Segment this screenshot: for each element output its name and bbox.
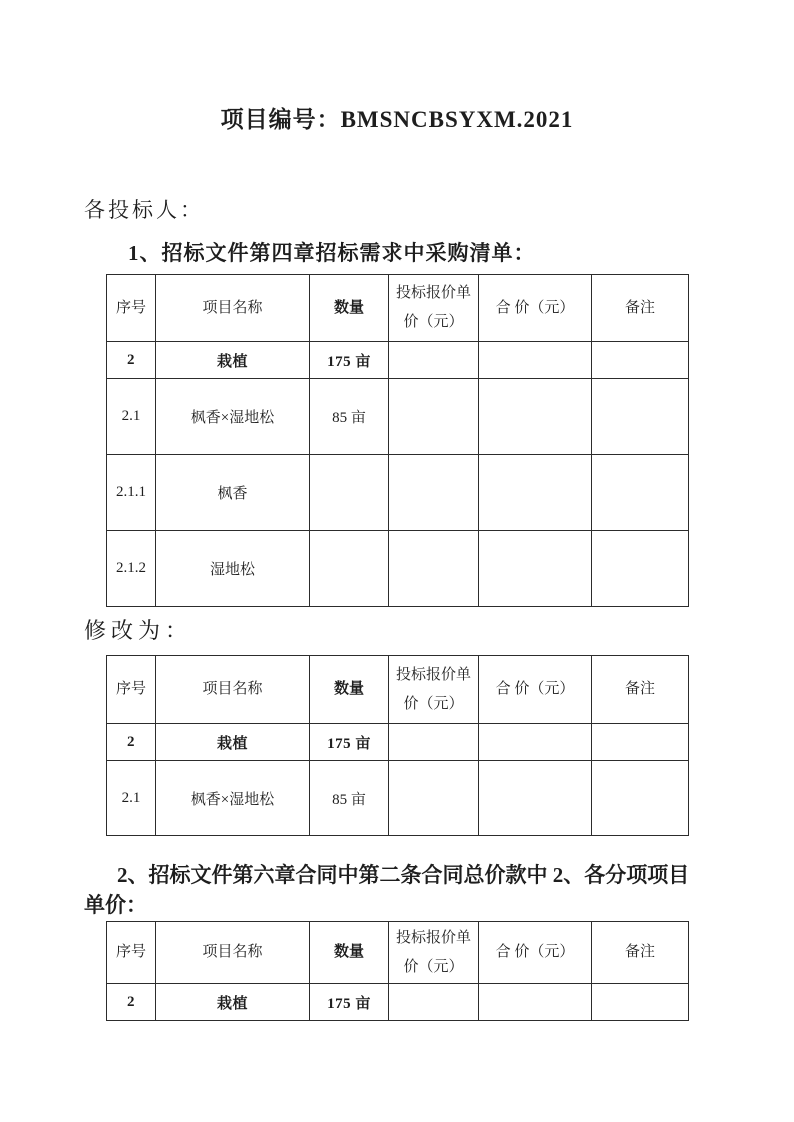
column-header: 备注 bbox=[592, 656, 689, 724]
table-cell bbox=[479, 379, 592, 455]
column-header: 投标报价单价（元） bbox=[389, 275, 479, 342]
table-cell: 2.1 bbox=[107, 379, 156, 455]
table-cell: 85 亩 bbox=[310, 761, 389, 836]
table-cell: 85 亩 bbox=[310, 379, 389, 455]
table-cell bbox=[479, 531, 592, 607]
column-header: 项目名称 bbox=[156, 275, 310, 342]
column-header: 序号 bbox=[107, 275, 156, 342]
table-cell bbox=[592, 984, 689, 1021]
table-row bbox=[107, 379, 689, 455]
table-cell bbox=[592, 379, 689, 455]
section-1-heading: 1、招标文件第四章招标需求中采购清单： bbox=[128, 241, 536, 265]
column-header: 数量 bbox=[310, 922, 389, 984]
table-cell bbox=[592, 724, 689, 761]
table-cell bbox=[479, 724, 592, 761]
table-cell bbox=[592, 342, 689, 379]
table-cell: 2 bbox=[107, 724, 156, 761]
table-cell: 栽植 bbox=[156, 984, 310, 1021]
table-cell: 2.1.1 bbox=[107, 455, 156, 531]
table-cell bbox=[479, 342, 592, 379]
table-cell: 栽植 bbox=[156, 724, 310, 761]
table-cell bbox=[389, 379, 479, 455]
table-cell bbox=[389, 761, 479, 836]
table-cell: 湿地松 bbox=[156, 531, 310, 607]
table-row bbox=[107, 984, 689, 1021]
table-cell bbox=[479, 455, 592, 531]
column-header: 数量 bbox=[310, 275, 389, 342]
column-header: 投标报价单价（元） bbox=[389, 656, 479, 724]
table-cell: 枫香 bbox=[156, 455, 310, 531]
page-title: 项目编号：BMSNCBSYXM.2021 bbox=[220, 107, 574, 132]
table-cell bbox=[389, 455, 479, 531]
table-cell bbox=[389, 724, 479, 761]
column-header: 序号 bbox=[107, 656, 156, 724]
table-cell: 2.1.2 bbox=[107, 531, 156, 607]
section-2-heading: 2、招标文件第六章合同中第二条合同总价款中 2、各分项项目单价： bbox=[84, 863, 690, 917]
column-header: 项目名称 bbox=[156, 922, 310, 984]
amendment-label: 修改为： bbox=[84, 618, 193, 643]
table-cell bbox=[310, 455, 389, 531]
table-cell: 175 亩 bbox=[310, 984, 389, 1021]
table-cell bbox=[479, 984, 592, 1021]
table-cell bbox=[389, 984, 479, 1021]
column-header: 合 价（元） bbox=[479, 922, 592, 984]
table-cell bbox=[310, 531, 389, 607]
table-cell: 枫香×湿地松 bbox=[156, 761, 310, 836]
table-cell: 枫香×湿地松 bbox=[156, 379, 310, 455]
column-header: 序号 bbox=[107, 922, 156, 984]
column-header: 数量 bbox=[310, 656, 389, 724]
table-cell bbox=[592, 455, 689, 531]
salutation-text: 各投标人： bbox=[84, 198, 204, 222]
table-cell bbox=[592, 761, 689, 836]
table-cell: 175 亩 bbox=[310, 724, 389, 761]
original-procurement-table bbox=[106, 274, 689, 607]
table-cell: 175 亩 bbox=[310, 342, 389, 379]
table-cell bbox=[592, 531, 689, 607]
table-cell: 2 bbox=[107, 984, 156, 1021]
table-row bbox=[107, 724, 689, 761]
table-row bbox=[107, 761, 689, 836]
revised-procurement-table bbox=[106, 655, 689, 836]
table-cell: 2.1 bbox=[107, 761, 156, 836]
column-header: 合 价（元） bbox=[479, 275, 592, 342]
column-header: 备注 bbox=[592, 922, 689, 984]
table-cell: 栽植 bbox=[156, 342, 310, 379]
header-row bbox=[107, 275, 689, 342]
table-cell bbox=[479, 761, 592, 836]
column-header: 项目名称 bbox=[156, 656, 310, 724]
column-header: 备注 bbox=[592, 275, 689, 342]
header-row bbox=[107, 656, 689, 724]
unit-price-table bbox=[106, 921, 689, 1021]
table-row bbox=[107, 531, 689, 607]
column-header: 投标报价单价（元） bbox=[389, 922, 479, 984]
table-cell bbox=[389, 531, 479, 607]
table-row bbox=[107, 342, 689, 379]
table-row bbox=[107, 455, 689, 531]
column-header: 合 价（元） bbox=[479, 656, 592, 724]
table-cell: 2 bbox=[107, 342, 156, 379]
table-cell bbox=[389, 342, 479, 379]
header-row bbox=[107, 922, 689, 984]
